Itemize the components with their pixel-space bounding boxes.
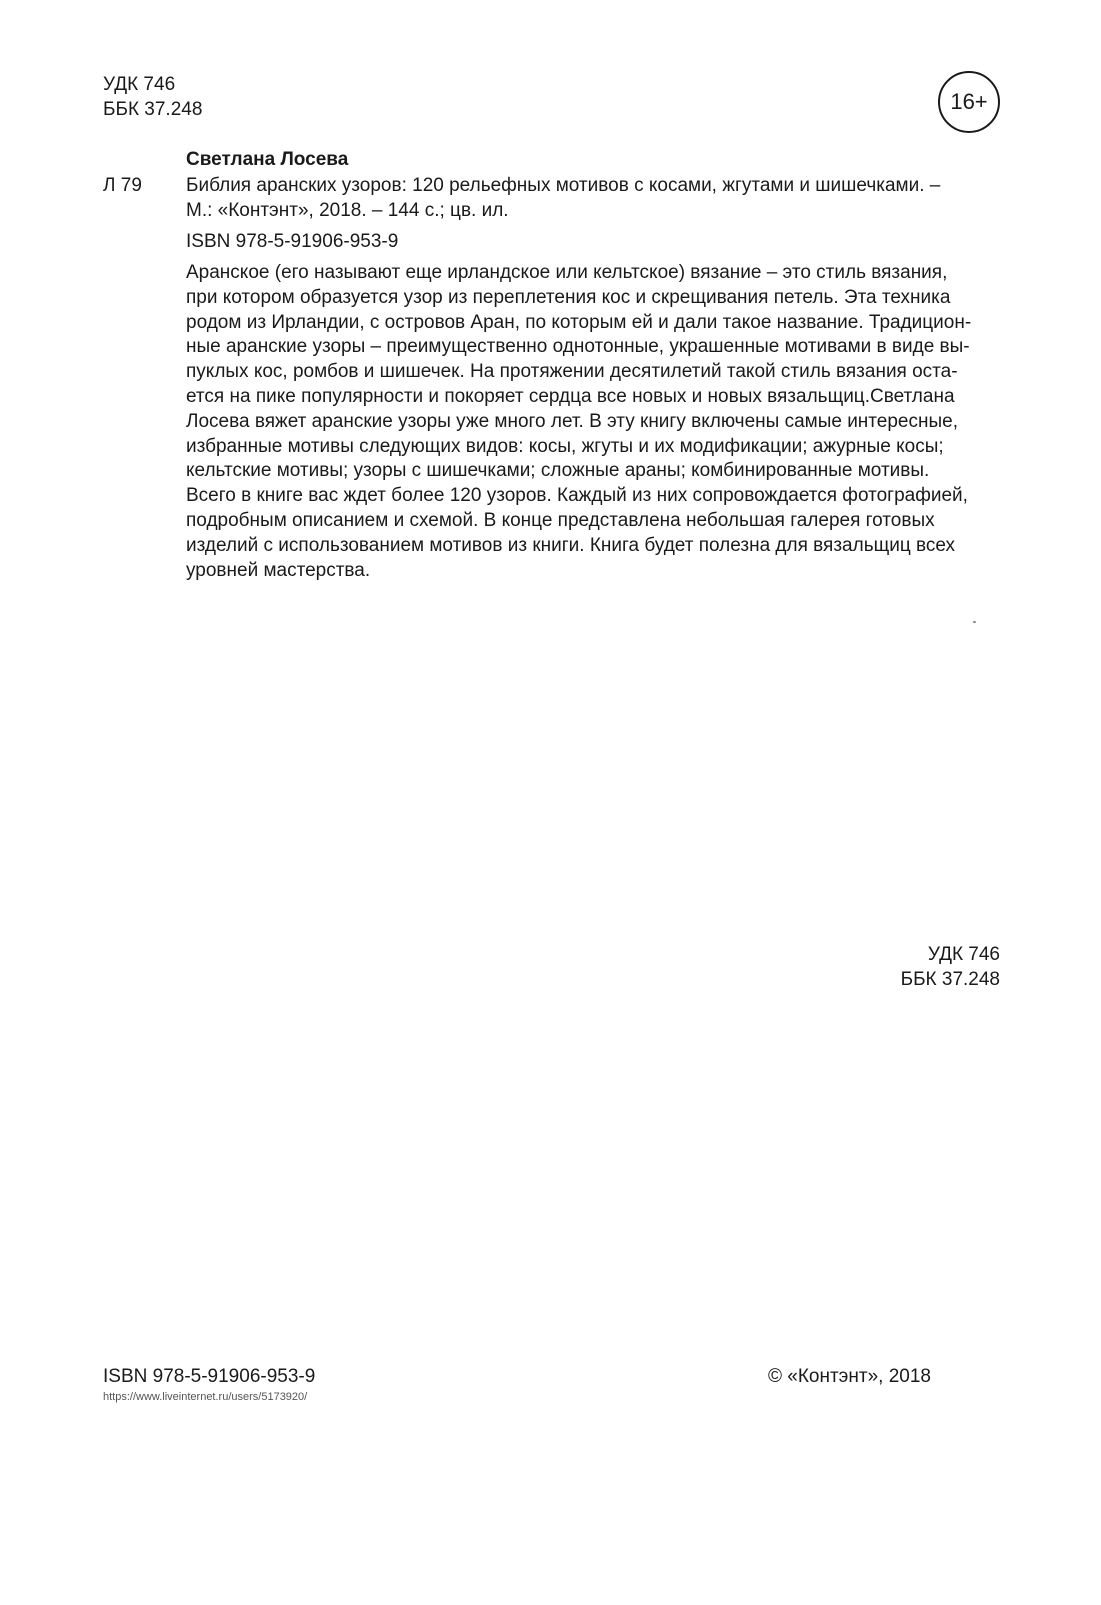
udk-code-bottom: УДК 746 [927,944,1000,965]
annotation-line: кельтские мотивы; узоры с шишечками; сложные араны; комбинированные мотивы. [186,460,930,482]
bibliographic-line-2: М.: «Контэнт», 2018. – 144 с.; цв. ил. [186,200,509,221]
call-number: Л 79 [103,175,142,196]
classification-bottom [880,942,1000,992]
scan-speck [973,621,976,623]
bbk-code-bottom: ББК 37.248 [900,969,1000,990]
annotation-line: ется на пике популярности и покоряет сердца все новых и новых вязальщиц.Светлана [186,385,955,407]
annotation-line: пуклых кос, ромбов и шишечек. На протяжении десятилетий такой стиль вязания оста- [186,361,958,383]
annotation-line: изделий с использованием мотивов из книги. Книга будет полезна для вязальщиц всех [186,534,956,556]
annotation-line: Всего в книге вас ждет более 120 узоров. Каждый из них сопровождается фотографией, [186,485,968,507]
annotation-line: Аранское (его называют еще ирландское или кельтское) вязание – это стиль вязания, [186,262,948,283]
bibliographic-record [186,174,940,224]
annotation-line: избранные мотивы следующих видов: косы, жгуты и их модификации; ажурные косы; [186,435,944,457]
author-name: Светлана Лосева [186,149,349,170]
copyright-notice: © «Контэнт», 2018 [768,1366,931,1387]
bibliographic-line-1: Библия аранских узоров: 120 рельефных мотивов с косами, жгутами и шишечками. – [186,175,941,196]
annotation-line: ные аранские узоры – преимущественно однотонные, украшенные мотивами в виде вы- [186,336,970,358]
annotation-line: уровней мастерства. [186,559,371,581]
annotation-line: при котором образуется узор из переплетения кос и скрещивания петель. Эта техника [186,286,951,308]
isbn-bottom: ISBN 978-5-91906-953-9 [103,1366,316,1387]
annotation-line: Лосева вяжет аранские узоры уже много лет. В эту книгу включены самые интересные, [186,410,958,432]
annotation [186,261,1006,583]
classification-top [103,73,202,123]
source-url: https://www.liveinternet.ru/users/5173920/ [103,1391,308,1403]
annotation-line: подробным описанием и схемой. В конце представлена небольшая галерея готовых [186,509,935,531]
age-rating-badge: 16+ [938,71,1000,133]
isbn-top: ISBN 978-5-91906-953-9 [186,231,399,252]
bbk-code: ББК 37.248 [103,99,203,120]
annotation-line: родом из Ирландии, с островов Аран, по которым ей и дали такое название. Традицион- [186,311,972,333]
udk-code: УДК 746 [103,74,176,95]
